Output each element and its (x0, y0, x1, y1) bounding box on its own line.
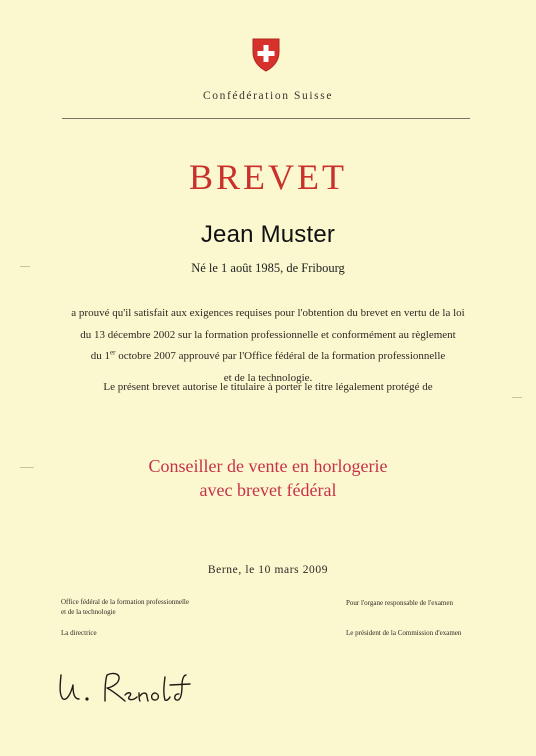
authorisation-text: Le présent brevet autorise le titulaire à porter le titre légalement protégé de (103, 381, 433, 393)
body-line-1: a prouvé qu'il satisfait aux exigences requises pour l'obtention du brevet en vertu de la loi (71, 307, 465, 319)
office-line-1: Office fédéral de la formation professionnelle (61, 598, 189, 606)
confederation-label: Confédération Suisse (202, 90, 334, 102)
body-line-3 (0, 346, 536, 368)
body-line-3-sup: er (109, 348, 116, 357)
office-line-2: et de la technologie (61, 607, 116, 616)
office-label (61, 598, 189, 617)
president-label: Le président de la Commission d'examen (346, 629, 462, 637)
margin-mark (20, 266, 30, 267)
certificate-title: BREVET (189, 157, 347, 197)
margin-mark (512, 397, 522, 398)
margin-mark (20, 467, 34, 468)
header-divider (62, 118, 470, 119)
birth-line: Né le 1 août 1985, de Fribourg (191, 261, 345, 275)
holder-name: Jean Muster (200, 221, 336, 248)
degree-title (0, 454, 536, 502)
body-line-3-post: octobre 2007 approuvé par l'Office fédéral de la formation professionnelle (115, 350, 446, 362)
body-line-2: du 13 décembre 2002 sur la formation professionnelle et conformément au règlement (80, 328, 456, 341)
degree-line-2: avec brevet fédéral (199, 480, 337, 500)
director-signature (55, 663, 205, 709)
body-line-4: et de la technologie. (223, 371, 313, 384)
director-label: La directrice (61, 629, 97, 637)
body-line-3-pre: du 1 (90, 350, 110, 362)
certificate-body (0, 303, 536, 389)
swiss-cross-shield-icon (250, 37, 282, 73)
organ-label: Pour l'organe responsable de l'examen (346, 599, 453, 607)
place-date: Berne, le 10 mars 2009 (207, 564, 329, 576)
degree-line-1: Conseiller de vente en horlogerie (148, 456, 388, 476)
